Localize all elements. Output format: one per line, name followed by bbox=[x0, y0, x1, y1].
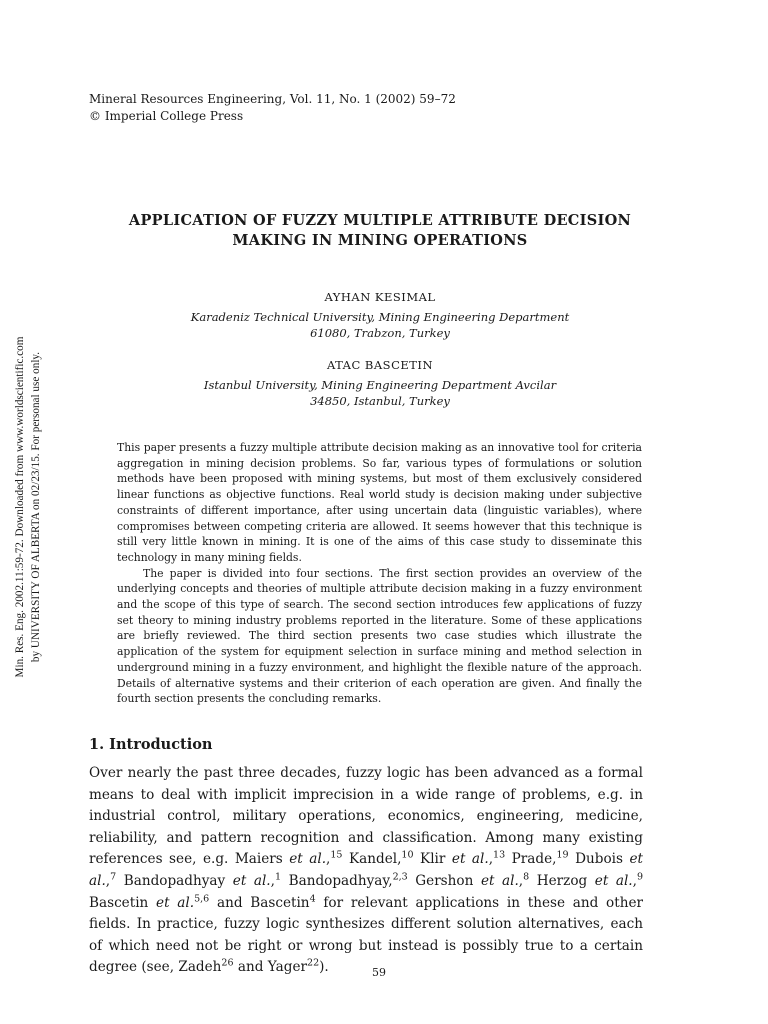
citation-author: Bandopadhyay bbox=[116, 872, 233, 889]
citation-ref: 26 bbox=[221, 957, 234, 969]
citation-author: Prade, bbox=[505, 851, 557, 868]
citation-ref: 5,6 bbox=[194, 893, 210, 905]
citation-etal: et al. bbox=[289, 851, 327, 868]
citation-author: and Yager bbox=[233, 959, 308, 976]
citation-author: Kandel, bbox=[342, 851, 402, 868]
citation-author: Bascetin bbox=[89, 894, 157, 911]
section-heading: 1. Introduction bbox=[89, 736, 213, 753]
citation-ref: 9 bbox=[636, 871, 644, 883]
author-affiliation-2 bbox=[80, 377, 680, 409]
citation-ref: 7 bbox=[110, 871, 117, 883]
citation-ref: 8 bbox=[523, 871, 530, 883]
title-line-2: MAKING IN MINING OPERATIONS bbox=[232, 232, 528, 249]
watermark-line-1: Min. Res. Eng. 2002.11:59-72. Downloaded from www.worldscientific.com bbox=[14, 336, 26, 678]
citation-ref: 15 bbox=[330, 849, 343, 861]
intro-text-end: ). bbox=[319, 959, 329, 976]
download-watermark bbox=[12, 322, 44, 692]
citation-author: Klir bbox=[413, 851, 452, 868]
affiliation-address-1: 61080, Trabzon, Turkey bbox=[310, 326, 450, 340]
journal-citation bbox=[89, 91, 456, 125]
citation-etal: et al. bbox=[480, 872, 519, 889]
citation-author: Dubois bbox=[568, 851, 630, 868]
paper-title bbox=[80, 211, 680, 251]
citation-etal: et al. bbox=[594, 872, 633, 889]
citation-author: Bandopadhyay, bbox=[281, 872, 393, 889]
abstract-paragraph-2: The paper is divided into four sections. The first section provides an overview of the underlying concepts and theories of multiple attribute decision making in a fuzzy environment and the scope of this type of search. The second section introduces few applications of fuzzy set theory to mining industry problems reported in the literature. Some of these applications are briefly reviewed. The third section presents two case studies which illustrate the application of the system for equipment selection in surface mining and method selection in underground mining in a fuzzy environment, and highlight the flexible nature of the approach. Details of alternative systems and their criterion of each operation are given. And finally the fourth section presents the concluding remarks. bbox=[117, 566, 642, 706]
citation-etal: et al. bbox=[156, 894, 195, 911]
citation-ref: 22 bbox=[307, 957, 320, 969]
citation-author: and Bascetin bbox=[209, 894, 310, 911]
citation-ref: 19 bbox=[556, 849, 569, 861]
journal-line: Mineral Resources Engineering, Vol. 11, No. 1 (2002) 59–72 bbox=[89, 92, 456, 106]
citation-etal: et al. bbox=[232, 872, 271, 889]
citation-ref: 10 bbox=[401, 849, 414, 861]
citation-ref: 1 bbox=[274, 871, 282, 883]
watermark-line-2: by UNIVERSITY OF ALBERTA on 02/23/15. For personal use only. bbox=[30, 351, 42, 663]
affiliation-address-2: 34850, Istanbul, Turkey bbox=[310, 394, 450, 408]
copyright-line: © Imperial College Press bbox=[89, 109, 244, 123]
intro-text-b: for relevant applications in these and other fields. In practice, fuzzy logic synthesizes different solution alternatives, each of which need not be right or wrong but instead is possibly true to a certain degree (see, Zadeh bbox=[89, 894, 644, 976]
affiliation-dept-1: Karadeniz Technical University, Mining Engineering Department bbox=[190, 310, 570, 324]
author-name-2: ATAC BASCETIN bbox=[326, 358, 434, 372]
affiliation-dept-2: Istanbul University, Mining Engineering Department Avcilar bbox=[203, 378, 557, 392]
abstract bbox=[117, 440, 642, 707]
citation-ref: 2,3 bbox=[392, 871, 408, 883]
citation-etal: et al. bbox=[89, 851, 643, 889]
citation-author: Herzog bbox=[529, 872, 595, 889]
citation-ref: 13 bbox=[493, 849, 506, 861]
intro-text-a: Over nearly the past three decades, fuzzy logic has been advanced as a formal means to deal with implicit imprecision in a wide range of problems, e.g. in industrial control, military operations, economics, engineering, medicine, reliability, and pattern recognition and classification. Among many existing references see, e.g. Maiers bbox=[89, 765, 643, 868]
abstract-paragraph-1: This paper presents a fuzzy multiple attribute decision making as an innovative tool for criteria aggregation in mining decision problems. So far, various types of formulations or solution methods have been proposed with mining systems, but most of them exclusively considered linear functions as objective functions. Real world study is decision making under subjective constraints of different importance, after using uncertain data (linguistic variables), where compromises between competing criteria are allowed. It seems however that this technique is still very little known in mining. It is one of the aims of this case study to disseminate this technology in many mining fields. bbox=[117, 441, 642, 564]
author-affiliation-1 bbox=[80, 309, 680, 341]
author-name-1: AYHAN KESIMAL bbox=[324, 290, 436, 304]
introduction-paragraph: Over nearly the past three decades, fuzzy logic has been advanced as a formal means to deal with implicit imprecision in a wide range of problems, e.g. in industrial control, military operations, economics, engineering, medicine, reliability, and pattern recognition and classification. Among many existing references see, e.g. Maiers et al.,$^{15}$ Kandel,$^{10}$ Klir et al.,$^{13}$ Prade,$^{19}$ Dubois et al.,$^7$ Bandopadhyay et al.,$^1$ Bandopadhyay,$^{2,3}$ Gershon et al.,$^8$ Herzog et al.,$^9$ Bascetin et al.$^{5,6}$ and Bascetin$^4$ for relevant applications in these and other fields. In practice, fuzzy logic synthesizes different solution alternatives, each of which need not be right or wrong but instead is possibly true to a certain degree (see, Zadeh$^{26}$ and Yager$^{22}$). bbox=[89, 765, 644, 976]
citation-author: Gershon bbox=[407, 872, 481, 889]
page-number: 59 bbox=[372, 966, 386, 979]
citation-ref: 4 bbox=[309, 893, 316, 905]
citation-etal: et al. bbox=[451, 851, 489, 868]
title-line-1: APPLICATION OF FUZZY MULTIPLE ATTRIBUTE DECISION bbox=[128, 212, 632, 229]
